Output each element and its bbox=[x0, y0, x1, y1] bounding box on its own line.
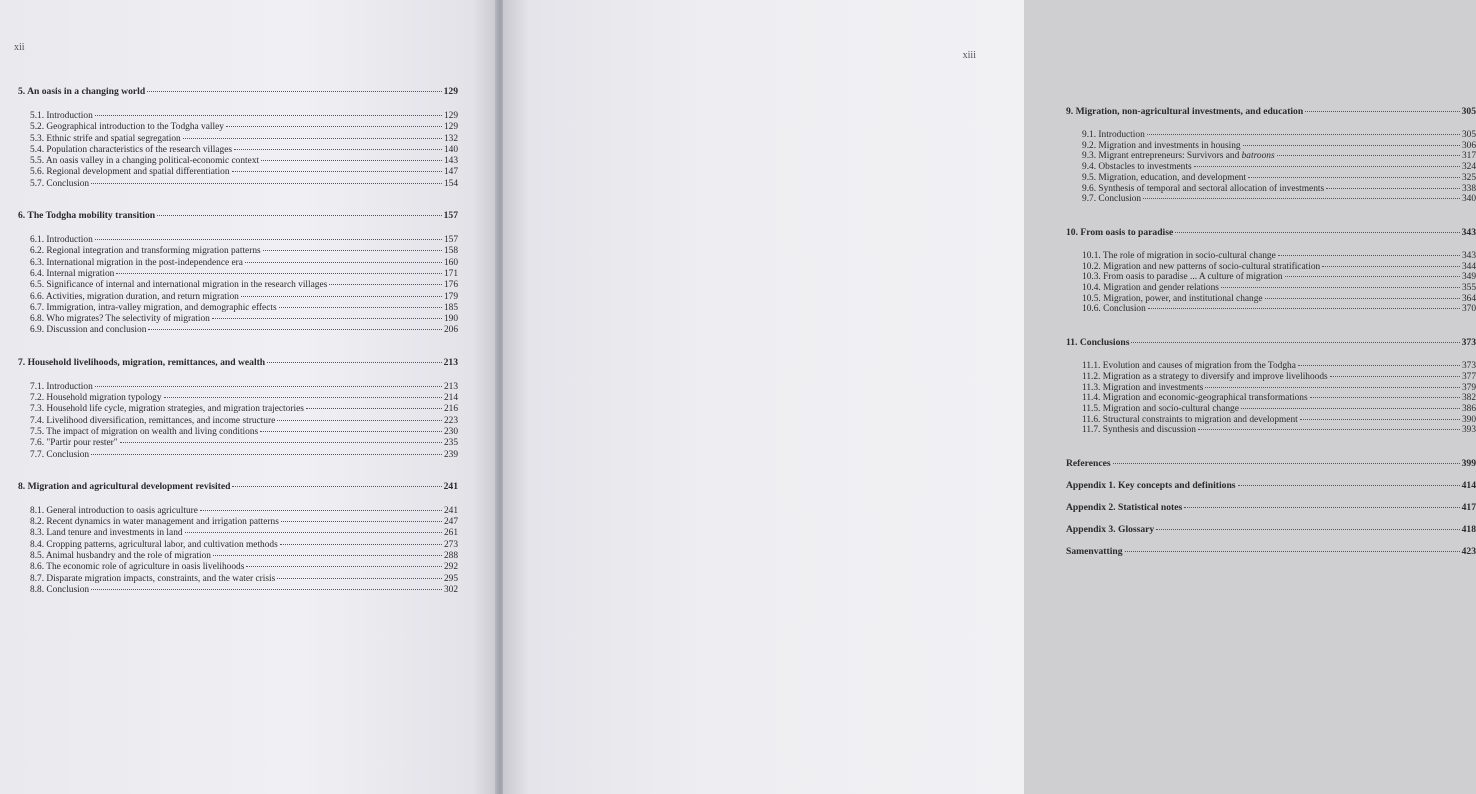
entry-title: 11.7. Synthesis and discussion bbox=[1082, 425, 1196, 436]
entry-page-number: 241 bbox=[443, 480, 458, 492]
dot-leader bbox=[1310, 397, 1460, 398]
dot-leader bbox=[306, 408, 442, 409]
entry-title: 5.4. Population characteristics of the research villages bbox=[30, 144, 233, 155]
entry-page-number: 302 bbox=[443, 584, 458, 595]
entry-page-number: 305 bbox=[1461, 106, 1476, 117]
dot-leader bbox=[263, 250, 442, 251]
entry-page-number: 140 bbox=[443, 144, 458, 155]
entry-title: 5.6. Regional development and spatial differentiation bbox=[30, 167, 230, 178]
dot-leader bbox=[1241, 408, 1460, 409]
section-entry bbox=[18, 246, 458, 257]
dot-leader bbox=[95, 386, 442, 387]
entry-title: 6.3. International migration in the post-independence era bbox=[30, 257, 243, 268]
section-entry bbox=[1066, 404, 1476, 415]
entry-title: 7.5. The impact of migration on wealth and living conditions bbox=[30, 426, 259, 437]
entry-title: 9.2. Migration and investments in housing bbox=[1082, 140, 1241, 151]
chapter-heading bbox=[1066, 227, 1476, 238]
section-entry bbox=[1066, 130, 1476, 141]
section-entry bbox=[18, 258, 458, 269]
entry-title: 10.5. Migration, power, and institutional change bbox=[1082, 293, 1263, 304]
section-entry bbox=[18, 427, 458, 438]
entry-page-number: 417 bbox=[1461, 502, 1476, 514]
entry-page-number: 230 bbox=[443, 426, 458, 437]
dot-leader bbox=[157, 215, 442, 216]
dot-leader bbox=[120, 442, 442, 443]
section-entry bbox=[18, 303, 458, 314]
entry-title: 8.4. Cropping patterns, agricultural labor, and cultivation methods bbox=[30, 539, 278, 550]
dot-leader bbox=[1198, 429, 1460, 430]
entry-title: 8.2. Recent dynamics in water management and irrigation patterns bbox=[30, 517, 279, 528]
entry-title: 7.4. Livelihood diversification, remittances, and income structure bbox=[30, 415, 276, 426]
entry-title: 10.2. Migration and new patterns of socio-cultural stratification bbox=[1082, 261, 1321, 272]
section-entry bbox=[18, 167, 458, 178]
section-entry bbox=[18, 145, 458, 156]
dot-leader bbox=[1156, 529, 1459, 530]
section-entry bbox=[1066, 194, 1476, 205]
dot-leader bbox=[200, 510, 442, 511]
entry-page-number: 317 bbox=[1461, 151, 1476, 162]
entry-title: 8.3. Land tenure and investments in land bbox=[30, 528, 183, 539]
section-entry bbox=[1066, 251, 1476, 262]
section-entry bbox=[1066, 372, 1476, 383]
dot-leader bbox=[164, 397, 442, 398]
dot-leader bbox=[95, 239, 442, 240]
entry-title: 11.5. Migration and socio-cultural change bbox=[1082, 403, 1239, 414]
entry-title: 6.4. Internal migration bbox=[30, 268, 115, 279]
entry-title: 9.6. Synthesis of temporal and sectoral allocation of investments bbox=[1082, 183, 1325, 194]
section-entry bbox=[18, 438, 458, 449]
dot-leader bbox=[1243, 145, 1460, 146]
dot-leader bbox=[232, 486, 441, 487]
dot-leader bbox=[279, 307, 442, 308]
dot-leader bbox=[1265, 298, 1460, 299]
dot-leader bbox=[213, 555, 442, 556]
entry-page-number: 349 bbox=[1461, 272, 1476, 283]
right-page bbox=[503, 0, 1476, 794]
entry-page-number: 306 bbox=[1461, 140, 1476, 151]
dot-leader bbox=[329, 284, 442, 285]
section-entry bbox=[1066, 173, 1476, 184]
toc-chapter bbox=[18, 210, 458, 337]
entry-page-number: 143 bbox=[443, 156, 458, 167]
entry-page-number: 239 bbox=[443, 449, 458, 460]
section-entry bbox=[1066, 383, 1476, 394]
entry-title: 7.1. Introduction bbox=[30, 381, 93, 392]
entry-title: Appendix 3. Glossary bbox=[1066, 524, 1155, 536]
section-entry bbox=[1066, 294, 1476, 305]
section-entry bbox=[18, 393, 458, 404]
entry-title: 6.1. Introduction bbox=[30, 235, 93, 246]
chapter-heading bbox=[18, 481, 458, 492]
entry-title: References bbox=[1066, 458, 1111, 470]
entry-page-number: 370 bbox=[1461, 304, 1476, 315]
section-entry bbox=[18, 292, 458, 303]
toc-chapter bbox=[18, 357, 458, 461]
entry-title: 5.1. Introduction bbox=[30, 111, 93, 121]
entry-title: 7.3. Household life cycle, migration strategies, and migration trajectories bbox=[30, 404, 304, 415]
chapter-heading bbox=[18, 210, 458, 221]
chapter-heading bbox=[18, 86, 458, 97]
section-entry bbox=[18, 540, 458, 551]
section-entry bbox=[18, 404, 458, 415]
entry-title: 8. Migration and agricultural development revisited bbox=[18, 480, 231, 492]
entry-title: 6.7. Immigration, intra-valley migration, and demographic effects bbox=[30, 302, 277, 313]
entry-title: 8.8. Conclusion bbox=[30, 584, 90, 595]
entry-page-number: 373 bbox=[1461, 337, 1476, 349]
entry-page-number: 158 bbox=[443, 246, 458, 257]
entry-page-number: 295 bbox=[443, 573, 458, 584]
entry-title: 7. Household livelihoods, migration, remittances, and wealth bbox=[18, 356, 266, 368]
toc-chapter bbox=[1066, 227, 1476, 315]
toc-chapter bbox=[18, 481, 458, 596]
entry-page-number: 386 bbox=[1461, 403, 1476, 414]
entry-title: 8.1. General introduction to oasis agriculture bbox=[30, 505, 198, 516]
entry-title: 6.8. Who migrates? The selectivity of migration bbox=[30, 314, 210, 325]
section-entry bbox=[18, 585, 458, 596]
section-entry bbox=[18, 574, 458, 585]
dot-leader bbox=[1300, 419, 1460, 420]
dot-leader bbox=[91, 589, 442, 590]
entry-page-number: 185 bbox=[443, 302, 458, 313]
entry-page-number: 129 bbox=[443, 111, 458, 121]
dot-leader bbox=[1205, 387, 1460, 388]
entry-title: 6.5. Significance of internal and international migration in the research villages bbox=[30, 280, 328, 291]
entry-title: 11.1. Evolution and causes of migration from the Todgha bbox=[1082, 361, 1296, 372]
entry-title: 9.5. Migration, education, and development bbox=[1082, 172, 1247, 183]
section-entry bbox=[18, 551, 458, 562]
entry-page-number: 325 bbox=[1461, 172, 1476, 183]
dot-leader bbox=[281, 521, 442, 522]
entry-page-number: 206 bbox=[443, 325, 458, 336]
entry-page-number: 171 bbox=[443, 268, 458, 279]
section-entry bbox=[1066, 425, 1476, 436]
section-entry bbox=[18, 134, 458, 145]
entry-title: Appendix 1. Key concepts and definitions bbox=[1066, 480, 1236, 492]
section-entry bbox=[18, 122, 458, 133]
section-entry bbox=[1066, 361, 1476, 372]
dot-leader bbox=[277, 578, 442, 579]
dot-leader bbox=[1248, 177, 1460, 178]
dot-leader bbox=[1147, 134, 1460, 135]
entry-page-number: 247 bbox=[443, 517, 458, 528]
entry-page-number: 261 bbox=[443, 528, 458, 539]
entry-page-number: 393 bbox=[1461, 425, 1476, 436]
entry-title: 6.2. Regional integration and transforming migration patterns bbox=[30, 246, 261, 257]
entry-title: 11.6. Structural constraints to migration and development bbox=[1082, 414, 1298, 425]
entry-title: 6.6. Activities, migration duration, and return migration bbox=[30, 291, 239, 302]
chapter-heading bbox=[18, 357, 458, 368]
dot-leader bbox=[1125, 551, 1460, 552]
section-entry bbox=[1066, 184, 1476, 195]
page-number-left: xii bbox=[14, 42, 25, 53]
section-entry bbox=[18, 528, 458, 539]
dot-leader bbox=[260, 431, 442, 432]
section-entry bbox=[18, 517, 458, 528]
entry-page-number: 213 bbox=[443, 381, 458, 392]
dot-leader bbox=[147, 91, 441, 92]
back-matter-list bbox=[1066, 458, 1476, 557]
dot-leader bbox=[1322, 266, 1460, 267]
entry-title: 9.4. Obstacles to investments bbox=[1082, 162, 1192, 173]
section-entry bbox=[1066, 162, 1476, 173]
toc-right bbox=[1066, 106, 1476, 568]
entry-page-number: 343 bbox=[1461, 226, 1476, 238]
dot-leader bbox=[1184, 507, 1459, 508]
entry-page-number: 154 bbox=[443, 178, 458, 189]
chapter-heading bbox=[1066, 106, 1476, 117]
entry-title: 9.3. Migrant entrepreneurs: Survivors and batroons bbox=[1082, 151, 1275, 162]
dot-leader bbox=[1143, 198, 1460, 199]
entry-page-number: 216 bbox=[443, 404, 458, 415]
entry-page-number: 157 bbox=[443, 210, 458, 222]
entry-page-number: 373 bbox=[1461, 361, 1476, 372]
entry-page-number: 176 bbox=[443, 280, 458, 291]
entry-page-number: 344 bbox=[1461, 261, 1476, 272]
toc-chapter bbox=[18, 86, 458, 190]
dot-leader bbox=[1131, 342, 1459, 343]
entry-page-number: 399 bbox=[1461, 458, 1476, 470]
dot-leader bbox=[91, 454, 442, 455]
entry-page-number: 147 bbox=[443, 167, 458, 178]
entry-title: 7.6. "Partir pour rester" bbox=[30, 438, 118, 449]
dot-leader bbox=[246, 566, 442, 567]
entry-title: 10.1. The role of migration in socio-cultural change bbox=[1082, 250, 1276, 261]
section-entry bbox=[18, 416, 458, 427]
section-entry bbox=[18, 179, 458, 190]
entry-page-number: 213 bbox=[443, 356, 458, 368]
entry-page-number: 414 bbox=[1461, 480, 1476, 492]
dot-leader bbox=[1221, 287, 1460, 288]
entry-title: 8.6. The economic role of agriculture in oasis livelihoods bbox=[30, 562, 245, 573]
dot-leader bbox=[1326, 188, 1460, 189]
entry-title: 10.3. From oasis to paradise ... A culture of migration bbox=[1082, 272, 1283, 283]
dot-leader bbox=[1113, 463, 1460, 464]
entry-page-number: 132 bbox=[443, 133, 458, 144]
dot-leader bbox=[241, 296, 442, 297]
dot-leader bbox=[95, 115, 442, 116]
section-entry bbox=[1066, 393, 1476, 404]
back-matter-entry bbox=[1066, 480, 1476, 491]
back-matter-entry bbox=[1066, 502, 1476, 513]
section-entry bbox=[18, 269, 458, 280]
toc-chapter bbox=[1066, 106, 1476, 205]
entry-page-number: 214 bbox=[443, 393, 458, 404]
entry-page-number: 390 bbox=[1461, 414, 1476, 425]
entry-page-number: 340 bbox=[1461, 194, 1476, 205]
entry-page-number: 324 bbox=[1461, 162, 1476, 173]
dot-leader bbox=[91, 183, 442, 184]
left-page bbox=[0, 0, 497, 794]
entry-title: Appendix 2. Statistical notes bbox=[1066, 502, 1183, 514]
entry-page-number: 364 bbox=[1461, 293, 1476, 304]
section-entry bbox=[18, 314, 458, 325]
entry-page-number: 355 bbox=[1461, 283, 1476, 294]
entry-page-number: 377 bbox=[1461, 371, 1476, 382]
toc-left bbox=[18, 86, 458, 616]
entry-title: 10.4. Migration and gender relations bbox=[1082, 283, 1219, 294]
dot-leader bbox=[277, 420, 442, 421]
dot-leader bbox=[234, 149, 442, 150]
section-entry bbox=[1066, 415, 1476, 426]
entry-page-number: 423 bbox=[1461, 546, 1476, 558]
section-entry bbox=[18, 562, 458, 573]
section-entry bbox=[18, 111, 458, 122]
entry-title: 11. Conclusions bbox=[1066, 337, 1130, 349]
page-number-right: xiii bbox=[962, 50, 976, 61]
dot-leader bbox=[1330, 376, 1460, 377]
entry-title: 10. From oasis to paradise bbox=[1066, 226, 1174, 238]
entry-title: 8.7. Disparate migration impacts, constraints, and the water crisis bbox=[30, 573, 276, 584]
entry-title: 9.1. Introduction bbox=[1082, 130, 1145, 140]
dot-leader bbox=[226, 126, 442, 127]
dot-leader bbox=[1285, 276, 1460, 277]
section-entry bbox=[18, 156, 458, 167]
section-entry bbox=[18, 506, 458, 517]
dot-leader bbox=[280, 544, 442, 545]
section-entry bbox=[1066, 151, 1476, 162]
dot-leader bbox=[116, 273, 442, 274]
dot-leader bbox=[1148, 308, 1460, 309]
entry-title: 5.7. Conclusion bbox=[30, 178, 90, 189]
section-entry bbox=[18, 280, 458, 291]
entry-page-number: 418 bbox=[1461, 524, 1476, 536]
entry-title: 5. An oasis in a changing world bbox=[18, 86, 146, 97]
section-entry bbox=[18, 450, 458, 461]
dot-leader bbox=[212, 318, 442, 319]
entry-title: 5.5. An oasis valley in a changing political-economic context bbox=[30, 156, 260, 167]
dot-leader bbox=[1277, 155, 1460, 156]
entry-page-number: 338 bbox=[1461, 183, 1476, 194]
entry-title: 11.2. Migration as a strategy to diversify and improve livelihoods bbox=[1082, 371, 1328, 382]
entry-page-number: 190 bbox=[443, 314, 458, 325]
entry-title: 11.4. Migration and economic-geographical transformations bbox=[1082, 393, 1308, 404]
entry-title: 7.7. Conclusion bbox=[30, 449, 90, 460]
dot-leader bbox=[185, 532, 442, 533]
entry-title: 8.5. Animal husbandry and the role of migration bbox=[30, 551, 211, 562]
chapter-heading bbox=[1066, 337, 1476, 348]
entry-page-number: 379 bbox=[1461, 382, 1476, 393]
entry-page-number: 235 bbox=[443, 438, 458, 449]
back-matter-entry bbox=[1066, 458, 1476, 469]
dot-leader bbox=[1278, 255, 1460, 256]
section-entry bbox=[1066, 262, 1476, 273]
entry-title: 5.3. Ethnic strife and spatial segregation bbox=[30, 133, 181, 144]
dot-leader bbox=[1238, 485, 1460, 486]
dot-leader bbox=[1194, 166, 1460, 167]
section-entry bbox=[18, 235, 458, 246]
entry-page-number: 273 bbox=[443, 539, 458, 550]
dot-leader bbox=[148, 329, 442, 330]
entry-page-number: 241 bbox=[443, 505, 458, 516]
entry-title: Samenvatting bbox=[1066, 546, 1123, 558]
entry-title: 5.2. Geographical introduction to the Todgha valley bbox=[30, 122, 224, 133]
entry-page-number: 157 bbox=[443, 235, 458, 246]
dot-leader bbox=[245, 262, 442, 263]
back-matter-entry bbox=[1066, 546, 1476, 557]
section-entry bbox=[1066, 141, 1476, 152]
entry-page-number: 129 bbox=[443, 122, 458, 133]
section-entry bbox=[18, 382, 458, 393]
entry-page-number: 343 bbox=[1461, 250, 1476, 261]
entry-title: 6. The Todgha mobility transition bbox=[18, 210, 156, 222]
entry-page-number: 382 bbox=[1461, 393, 1476, 404]
toc-chapter bbox=[1066, 337, 1476, 436]
entry-page-number: 288 bbox=[443, 551, 458, 562]
entry-title: 11.3. Migration and investments bbox=[1082, 382, 1204, 393]
entry-page-number: 179 bbox=[443, 291, 458, 302]
dot-leader bbox=[232, 171, 442, 172]
entry-page-number: 292 bbox=[443, 562, 458, 573]
dot-leader bbox=[1175, 232, 1459, 233]
back-matter-entry bbox=[1066, 524, 1476, 535]
entry-page-number: 223 bbox=[443, 415, 458, 426]
entry-page-number: 129 bbox=[443, 86, 458, 97]
entry-title: 9. Migration, non-agricultural investments, and education bbox=[1066, 106, 1304, 117]
dot-leader bbox=[267, 362, 441, 363]
section-entry bbox=[1066, 304, 1476, 315]
section-entry bbox=[1066, 283, 1476, 294]
section-entry bbox=[18, 325, 458, 336]
dot-leader bbox=[261, 160, 442, 161]
dot-leader bbox=[183, 138, 442, 139]
entry-page-number: 305 bbox=[1461, 130, 1476, 140]
section-entry bbox=[1066, 272, 1476, 283]
entry-title: 9.7. Conclusion bbox=[1082, 194, 1142, 205]
entry-page-number: 160 bbox=[443, 257, 458, 268]
dot-leader bbox=[1298, 365, 1460, 366]
entry-title: 7.2. Household migration typology bbox=[30, 393, 162, 404]
dot-leader bbox=[1305, 111, 1459, 112]
entry-title: 6.9. Discussion and conclusion bbox=[30, 325, 147, 336]
entry-title: 10.6. Conclusion bbox=[1082, 304, 1146, 315]
